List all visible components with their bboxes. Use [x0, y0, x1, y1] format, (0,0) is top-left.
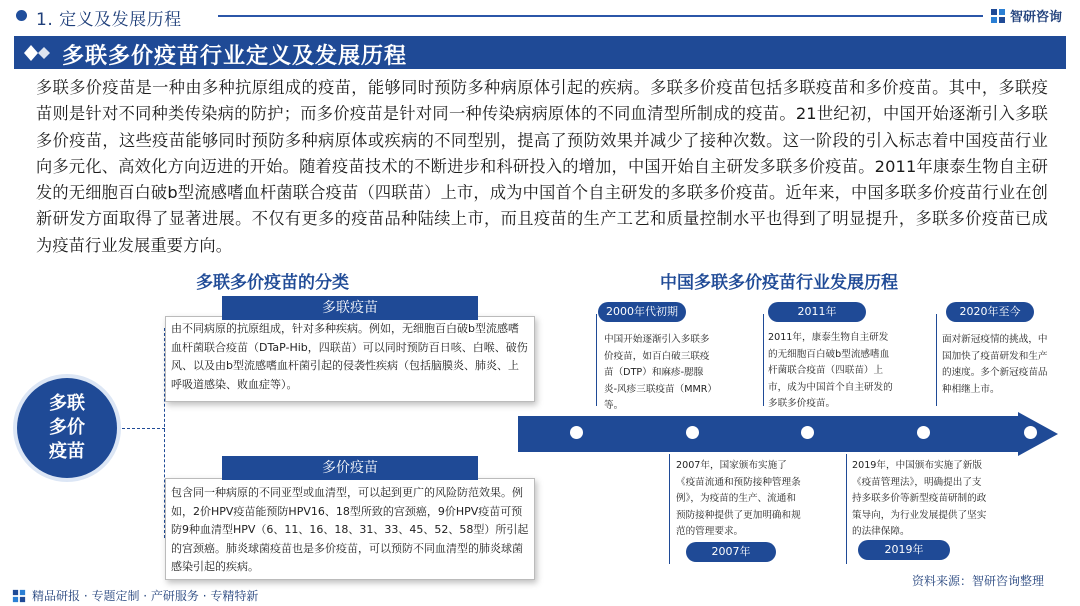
timeline-text-2007: 2007年，国家颁布实施了《疫苗流通和预防接种管理条例》，为疫苗的生产、流通和预防接种提供了更加明确和规范的管理要求。	[676, 460, 801, 537]
classification-connector-h	[117, 428, 165, 429]
top-bar	[0, 0, 1080, 32]
timeline-text-2020: 面对新冠疫情的挑战，中国加快了疫苗研发和生产的速度。多个新冠疫苗品种相继上市。	[942, 334, 1048, 395]
intro-paragraph: 多联多价疫苗是一种由多种抗原组成的疫苗，能够同时预防多种病原体引起的疾病。多联多价疫苗包括多联疫苗和多价疫苗。其中，多联疫苗则是针对不同种类传染病的防护；而多价疫苗是针对同一种传染病病原体的不同血清型所制成的疫苗。21世纪初，中国开始逐渐引入多联多价疫苗，这些疫苗能够同时预防多种病原体或疾病的不同型别，提高了预防效果并减少了接种次数。这一阶段的引入标志着中国疫苗行业向多元化、高效化方向迈进的开始。随着疫苗技术的不断进步和科研投入的增加，中国开始自主研发多联多价疫苗。2011年康泰生物自主研发的无细胞百白破b型流感嗜血杆菌联合疫苗（四联苗）上市，成为中国首个自主研发的多联多价疫苗。近年来，中国多联多价疫苗行业在创新研发方面取得了显著进展。不仅有更多的疫苗品种陆续上市，而且疫苗的生产工艺和质量控制水平也得到了明显提升，多联多价疫苗已成为疫苗行业发展重要方向。	[36, 78, 1048, 255]
footer-services: 精品研报 · 专题定制 · 产研服务 · 专精特新	[32, 589, 259, 603]
brand-logo	[990, 6, 1062, 25]
section-bullet-icon	[16, 10, 27, 21]
timeline-bracket	[669, 454, 670, 564]
section-label: 1. 定义及发展历程	[36, 10, 182, 30]
timeline-bracket	[596, 314, 597, 406]
center-node-line2: 多价	[49, 417, 85, 438]
header-rule	[218, 15, 983, 17]
timeline-text-2019: 2019年，中国颁布实施了新版《疫苗管理法》，明确提出了支持多联多价等新型疫苗研制的政策导向，为行业发展提供了坚实的法律保障。	[852, 460, 987, 537]
center-node-line1: 多联	[49, 393, 85, 414]
timeline-heading: 中国多联多价疫苗行业发展历程	[660, 273, 898, 293]
timeline-dot	[917, 426, 930, 439]
valent-vaccine-desc: 包含同一种病原的不同亚型或血清型，可以起到更广的风险防范效果。例如，2价HPV疫苗能预防HPV16、18型所致的宫颈癌，9价HPV疫苗可预防9种血清型HPV（6、11、16、18、31、33、45、52、58型）所引起的宫颈癌。肺炎球菌疫苗也是多价疫苗，可以预防不同血清型的肺炎球菌感染引起的疾病。	[171, 486, 529, 573]
timeline-text-2000s: 中国开始逐渐引入多联多价疫苗，如百白破三联疫苗（DTP）和麻疹-腮腺炎-风疹三联疫苗（MMR）等。	[604, 334, 713, 411]
timeline-arrow	[518, 412, 1062, 456]
timeline-period-2007: 2007年	[686, 542, 776, 562]
timeline-bracket	[936, 314, 937, 406]
timeline-period-2020: 2020年至今	[946, 302, 1034, 322]
page-title: 多联多价疫苗行业定义及发展历程	[62, 44, 408, 69]
timeline-period-2019: 2019年	[858, 540, 950, 560]
double-diamond-icon	[24, 45, 54, 61]
timeline-period-2011: 2011年	[768, 302, 866, 322]
timeline-dot	[570, 426, 583, 439]
brand-small-icon	[12, 589, 26, 603]
title-bar	[14, 36, 1066, 69]
timeline-bracket	[763, 314, 764, 406]
timeline-dot	[1024, 426, 1037, 439]
timeline-bracket	[846, 454, 847, 564]
footer-bar	[0, 584, 1080, 606]
combo-vaccine-title: 多联疫苗	[222, 296, 478, 320]
brand-icon	[990, 8, 1006, 24]
valent-vaccine-title: 多价疫苗	[222, 456, 478, 480]
brand-name: 智研咨询	[1010, 10, 1063, 25]
classification-heading: 多联多价疫苗的分类	[196, 273, 349, 293]
center-node-vaccine	[17, 378, 117, 478]
timeline-text-2011: 2011年，康泰生物自主研发的无细胞百白破b型流感嗜血杆菌联合疫苗（四联苗）上市，成为中国首个自主研发的多联多价疫苗。	[768, 332, 893, 409]
center-node-line3: 疫苗	[49, 441, 85, 462]
timeline-dot	[686, 426, 699, 439]
timeline-dot	[801, 426, 814, 439]
source-note: 资料来源：智研咨询整理	[911, 574, 1044, 588]
combo-vaccine-desc: 由不同病原的抗原组成，针对多种疾病。例如，无细胞百白破b型流感嗜血杆菌联合疫苗（DTaP-Hib，四联苗）可以同时预防百日咳、白喉、破伤风、以及由b型流感嗜血杆菌引起的侵袭性疾病（包括脑膜炎、肺炎、上呼吸道感染、败血症等）。	[171, 322, 528, 391]
timeline-period-2000s: 2000年代初期	[598, 302, 686, 322]
